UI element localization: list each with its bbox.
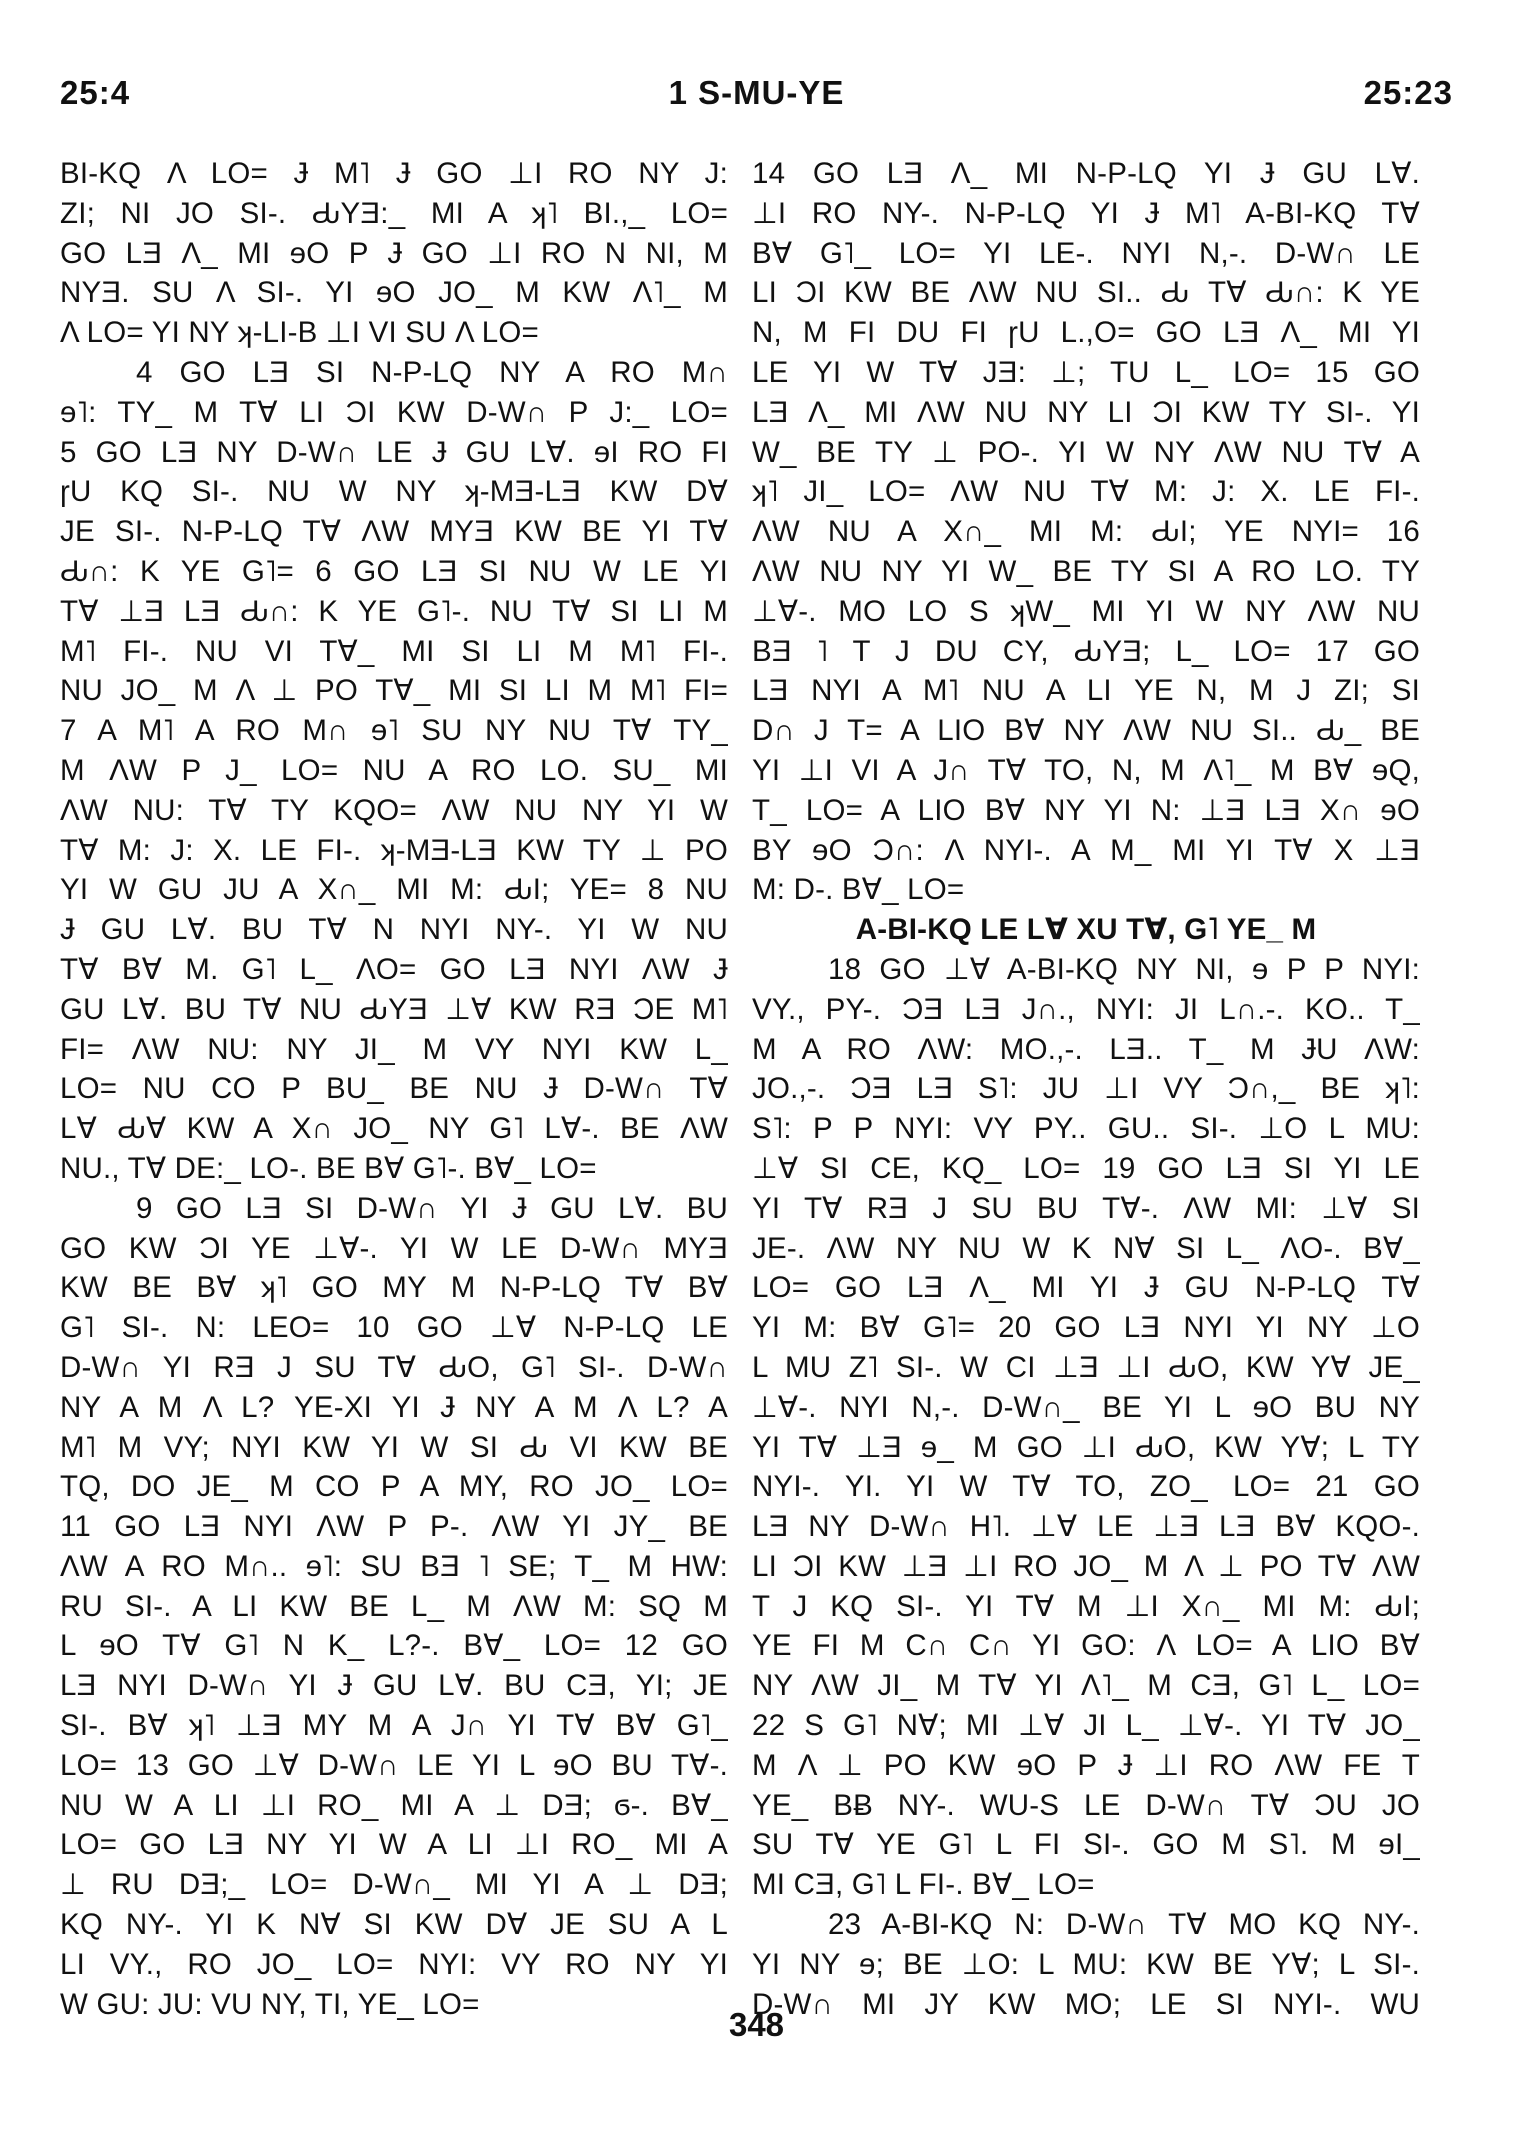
text-line: VY., PY-. ƆƎ LƎ J∩., NYI: JI L∩.-. KO.. T_ xyxy=(752,992,1420,1026)
text-line: T_ LO= A LIO B∀ NY YI N: ⊥Ǝ LƎ X∩ ɘO xyxy=(752,793,1420,827)
text-line: GO LƎ Λ_ MI ɘO P Ɉ GO ⊥I RO N NI, M xyxy=(60,236,728,270)
text-line: RU SI-. A LI KW BE L_ M ΛW M: SQ M xyxy=(60,1589,728,1623)
text-line: LE YI W T∀ JƎ: ⊥; TU L_ LO= 15 GO xyxy=(752,355,1420,389)
text-line: N, M FI DU FI ɼU L.,O= GO LƎ Λ_ MI YI xyxy=(752,316,1420,350)
header-left-reference: 25:4 xyxy=(60,74,131,111)
text-line: LO= NU CO P BU_ BE NU Ɉ D-W∩ T∀ xyxy=(60,1072,728,1106)
text-line: KQ NY-. YI K N∀ SI KW D∀ JE SU A L xyxy=(60,1908,728,1942)
text-line: MI CƎ, G˥ L FI-. B∀_ LO= xyxy=(752,1868,1095,1902)
text-line: LƎ NYI D-W∩ YI Ɉ GU L∀. BU CƎ, YI; JE xyxy=(60,1669,728,1703)
text-line: Λ LO= YI NY ʞ-LI-B ⊥I VI SU Λ LO= xyxy=(60,316,539,350)
text-line: L∀ Ԃ∀ KW A X∩ JO_ NY G˥ L∀-. BE ΛW xyxy=(60,1112,728,1146)
text-line: M: D-. B∀_ LO= xyxy=(752,873,965,907)
text-line: BƎ ˥ T J DU CY, ԂYƎ; L_ LO= 17 GO xyxy=(752,634,1420,668)
text-line: ⊥∀ SI CE, KQ_ LO= 19 GO LƎ SI YI LE xyxy=(752,1151,1420,1185)
text-line: JO.,-. ƆƎ LƎ S˥: JU ⊥I VY Ɔ∩,_ BE ʞ˥: xyxy=(752,1072,1420,1106)
text-line: NYI-. YI. YI W T∀ TO, ZO_ LO= 21 GO xyxy=(752,1470,1420,1504)
text-line: ʞ˥ JI_ LO= ΛW NU T∀ M: J: X. LE FI-. xyxy=(752,475,1420,509)
text-line: YI ⊥I VI A J∩ T∀ TO, N, M Λ˥_ M B∀ ɘQ, xyxy=(752,753,1420,787)
text-line: D∩ J T= A LIO B∀ NY ΛW NU SI.. Ԃ_ BE xyxy=(752,714,1420,748)
text-line: NY ΛW JI_ M T∀ YI Λ˥_ M CƎ, G˥ L_ LO= xyxy=(752,1669,1420,1703)
text-line: NYƎ. SU Λ SI-. YI ɘO JO_ M KW Λ˥_ M xyxy=(60,276,728,310)
text-line: D-W∩ YI RƎ J SU T∀ ԂO, G˥ SI-. D-W∩ xyxy=(60,1350,728,1384)
text-line: SI-. B∀ ʞ˥ ⊥Ǝ MY M A J∩ YI T∀ B∀ G˥_ xyxy=(60,1709,728,1743)
text-line: LO= 13 GO ⊥∀ D-W∩ LE YI L ɘO BU T∀-. xyxy=(60,1748,728,1782)
text-line: BY ɘO Ɔ∩: Λ NYI-. A M_ MI YI T∀ X ⊥Ǝ xyxy=(752,833,1420,867)
text-line: LƎ NY D-W∩ H˥. ⊥∀ LE ⊥Ǝ LƎ B∀ KQO-. xyxy=(752,1510,1420,1544)
text-line: 18 GO ⊥∀ A-BI-KQ NY NI, ɘ P P NYI: xyxy=(828,952,1420,986)
text-line: ZI; NI JO SI-. ԂYƎ:_ MI A ʞ˥ BI.,_ LO= xyxy=(60,196,728,230)
text-line: YI W GU JU A X∩_ MI M: ԂI; YE= 8 NU xyxy=(60,873,728,907)
text-line: M˥ FI-. NU VI T∀_ MI SI LI M M˥ FI-. xyxy=(60,634,728,668)
text-line: T∀ M: J: X. LE FI-. ʞ-MƎ-LƎ KW TY ⊥ PO xyxy=(60,833,728,867)
header-book-title: 1 S-MU-YE xyxy=(668,74,845,111)
left-text-column xyxy=(60,154,728,2024)
text-line: B∀ G˥_ LO= YI LE-. NYI N,-. D-W∩ LE xyxy=(752,236,1420,270)
text-line: ⊥∀-. NYI N,-. D-W∩_ BE YI L ɘO BU NY xyxy=(752,1390,1420,1424)
text-line: W GU: JU: VU NY, TI, YE_ LO= xyxy=(60,1987,480,2021)
text-line: W_ BE TY ⊥ PO-. YI W NY ΛW NU T∀ A xyxy=(752,435,1420,469)
text-line: LƎ Λ_ MI ΛW NU NY LI ƆI KW TY SI-. YI xyxy=(752,395,1420,429)
text-line: YI M: B∀ G˥= 20 GO LƎ NYI YI NY ⊥O xyxy=(752,1311,1420,1345)
text-line: Ԃ∩: K YE G˥= 6 GO LƎ SI NU W LE YI xyxy=(60,554,728,588)
text-line: KW BE B∀ ʞ˥ GO MY M N-P-LQ T∀ B∀ xyxy=(60,1271,728,1305)
text-line: T∀ B∀ M. G˥ L_ ΛO= GO LƎ NYI ΛW Ɉ xyxy=(60,952,728,986)
text-line: M Λ ⊥ PO KW ɘO P Ɉ ⊥I RO ΛW FE T xyxy=(752,1748,1420,1782)
text-line: BI-KQ Λ LO= Ɉ M˥ Ɉ GO ⊥I RO NY J: xyxy=(60,157,728,190)
text-line: 9 GO LƎ SI D-W∩ YI Ɉ GU L∀. BU xyxy=(136,1191,728,1225)
header-right-reference: 25:23 xyxy=(1363,74,1453,111)
text-line: ⊥I RO NY-. N-P-LQ YI Ɉ M˥ A-BI-KQ T∀ xyxy=(752,196,1420,230)
text-line: T J KQ SI-. YI T∀ M ⊥I X∩_ MI M: ԂI; xyxy=(752,1589,1420,1623)
text-line: YI NY ɘ; BE ⊥O: L MU: KW BE Y∀; L SI-. xyxy=(752,1947,1420,1981)
text-line: T∀ ⊥Ǝ LƎ Ԃ∩: K YE G˥-. NU T∀ SI LI M xyxy=(60,594,728,628)
right-text-column xyxy=(752,154,1420,2024)
text-line: TQ, DO JE_ M CO P A MY, RO JO_ LO= xyxy=(60,1470,728,1504)
text-line: LI VY., RO JO_ LO= NYI: VY RO NY YI xyxy=(60,1947,728,1981)
text-line: 4 GO LƎ SI N-P-LQ NY A RO M∩ xyxy=(136,355,728,389)
text-line: GO KW ƆI YE ⊥∀-. YI W LE D-W∩ MYƎ xyxy=(60,1231,728,1265)
page-number: 348 xyxy=(728,2006,785,2043)
text-line: NU W A LI ⊥I RO_ MI A ⊥ DƎ; ϭ-. B∀_ xyxy=(60,1788,728,1822)
text-line: G˥ SI-. N: LEO= 10 GO ⊥∀ N-P-LQ LE xyxy=(60,1311,728,1345)
text-line: YE FI M C∩ C∩ YI GO: Λ LO= A LIO B∀ xyxy=(752,1629,1420,1663)
text-line: 14 GO LƎ Λ_ MI N-P-LQ YI Ɉ GU L∀. xyxy=(752,157,1420,190)
text-line: ɼU KQ SI-. NU W NY ʞ-MƎ-LƎ KW D∀ xyxy=(60,475,728,509)
text-line: M A RO ΛW: MO.,-. LƎ.. T_ M ɈU ΛW: xyxy=(752,1032,1420,1066)
text-line: D-W∩ MI JY KW MO; LE SI NYI-. WU xyxy=(752,1987,1420,2021)
text-line: ⊥ RU DƎ;_ LO= D-W∩_ MI YI A ⊥ DƎ; xyxy=(60,1868,728,1902)
text-line: 22 S G˥ N∀; MI ⊥∀ JI L_ ⊥∀-. YI T∀ JO_ xyxy=(752,1709,1420,1743)
text-line: SU T∀ YE G˥ L FI SI-. GO M S˥. M ɘI_ xyxy=(752,1828,1420,1862)
text-line: YI T∀ RƎ J SU BU T∀-. ΛW MI: ⊥∀ SI xyxy=(752,1191,1420,1225)
text-line: Ɉ GU L∀. BU T∀ N NYI NY-. YI W NU xyxy=(60,913,728,947)
text-line: L ɘO T∀ G˥ N K_ L?-. B∀_ LO= 12 GO xyxy=(60,1629,728,1663)
text-line: M ΛW P J_ LO= NU A RO LO. SU_ MI xyxy=(60,753,728,787)
text-line: JE SI-. N-P-LQ T∀ ΛW MYƎ KW BE YI T∀ xyxy=(60,515,728,549)
text-line: ΛW NU NY YI W_ BE TY SI A RO LO. TY xyxy=(752,554,1420,588)
text-line: 7 A M˥ A RO M∩ ɘ˥ SU NY NU T∀ TY_ xyxy=(60,714,728,748)
text-line: FI= ΛW NU: NY JI_ M VY NYI KW L_ xyxy=(60,1032,728,1066)
text-line: LI ƆI KW ⊥Ǝ ⊥I RO JO_ M Λ ⊥ PO T∀ ΛW xyxy=(752,1549,1420,1583)
section-heading: A-BI-KQ LE L∀ XU T∀, G˥ YE_ M xyxy=(855,913,1317,947)
text-line: ⊥∀-. MO LO S ʞW_ MI YI W NY ΛW NU xyxy=(752,594,1420,628)
text-line: NU., T∀ DE:_ LO-. BE B∀ G˥-. B∀_ LO= xyxy=(60,1151,597,1185)
text-line: LO= GO LƎ NY YI W A LI ⊥I RO_ MI A xyxy=(60,1828,728,1862)
text-line: LO= GO LƎ Λ_ MI YI Ɉ GU N-P-LQ T∀ xyxy=(752,1271,1420,1305)
page-header xyxy=(60,74,1453,134)
text-line: S˥: P P NYI: VY PY.. GU.. SI-. ⊥O L MU: xyxy=(752,1112,1420,1146)
text-line: YE_ BɃ NY-. WU-S LE D-W∩ T∀ ƆU JO xyxy=(752,1788,1420,1822)
text-line: M˥ M VY; NYI KW YI W SI Ԃ VI KW BE xyxy=(60,1430,728,1464)
text-line: ΛW NU A X∩_ MI M: ԂI; YE NYI= 16 xyxy=(752,515,1420,549)
text-line: LI ƆI KW BE ΛW NU SI.. Ԃ T∀ Ԃ∩: K YE xyxy=(752,276,1420,310)
text-line: YI T∀ ⊥Ǝ ɘ_ M GO ⊥I ԂO, KW Y∀; L TY xyxy=(752,1430,1420,1464)
text-line: 23 A-BI-KQ N: D-W∩ T∀ MO KQ NY-. xyxy=(828,1908,1420,1942)
text-line: ΛW A RO M∩.. ɘ˥: SU BƎ ˥ SE; T_ M HW: xyxy=(60,1549,728,1583)
text-line: 11 GO LƎ NYI ΛW P P-. ΛW YI JY_ BE xyxy=(60,1510,728,1544)
text-line: LƎ NYI A M˥ NU A LI YE N, M J ZI; SI xyxy=(752,674,1420,708)
text-line: L MU Z˥ SI-. W CI ⊥Ǝ ⊥I ԂO, KW Y∀ JE_ xyxy=(752,1350,1420,1384)
text-line: 5 GO LƎ NY D-W∩ LE Ɉ GU L∀. ɘI RO FI xyxy=(60,435,728,469)
text-line: ɘ˥: TY_ M T∀ LI ƆI KW D-W∩ P J:_ LO= xyxy=(60,395,728,429)
text-line: GU L∀. BU T∀ NU ԂYƎ ⊥∀ KW RƎ ƆE M˥ xyxy=(60,992,728,1026)
text-line: ΛW NU: T∀ TY KQO= ΛW NU NY YI W xyxy=(60,793,728,827)
text-line: NU JO_ M Λ ⊥ PO T∀_ MI SI LI M M˥ FI= xyxy=(60,674,728,708)
text-line: JE-. ΛW NY NU W K N∀ SI L_ ΛO-. B∀_ xyxy=(752,1231,1420,1265)
text-line: NY A M Λ L? YE-XI YI Ɉ NY A M Λ L? A xyxy=(60,1390,728,1424)
